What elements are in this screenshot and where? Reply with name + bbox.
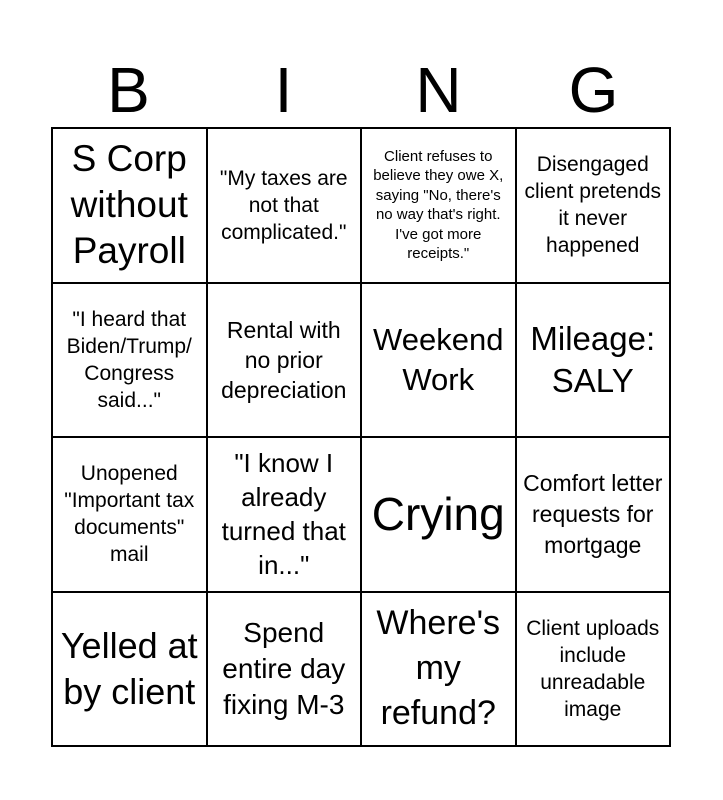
bingo-cell[interactable] — [208, 129, 363, 284]
bingo-cell[interactable] — [517, 593, 672, 748]
bingo-cell-text: Crying — [371, 488, 505, 541]
bingo-cell-text: "My taxes are not that complicated." — [219, 166, 348, 244]
bingo-cell-text: Yelled at by client — [60, 624, 198, 712]
bingo-cell-text: Where's my refund? — [376, 604, 501, 733]
bingo-cell[interactable] — [53, 438, 208, 593]
bingo-cell-text: Disengaged client pretends it never happened — [524, 153, 662, 258]
bingo-cell[interactable] — [362, 593, 517, 748]
bingo-cell[interactable] — [53, 129, 208, 284]
header-letter-i: I — [274, 54, 293, 126]
bingo-cell[interactable] — [517, 438, 672, 593]
bingo-cell-text: S Corp without Payroll — [70, 138, 188, 272]
bingo-cell[interactable] — [208, 593, 363, 748]
bingo-cell[interactable] — [362, 438, 517, 593]
bingo-cell-text: Client uploads include unreadable image — [526, 616, 660, 721]
bingo-cell[interactable] — [53, 593, 208, 748]
header-letter-g: G — [568, 54, 619, 126]
bingo-grid — [51, 127, 671, 747]
bingo-cell[interactable] — [208, 284, 363, 439]
bingo-cell-text: Rental with no prior depreciation — [221, 316, 347, 403]
bingo-cell-text: "I know I already turned that in..." — [221, 448, 346, 581]
bingo-header — [51, 52, 671, 128]
header-letter-n: N — [415, 54, 462, 126]
bingo-cell-text: Spend entire day fixing M-3 — [222, 616, 346, 720]
bingo-cell-text: "I heard that Biden/Trump/ Congress said..." — [66, 307, 192, 412]
bingo-cell-text: Comfort letter requests for mortgage — [523, 469, 663, 558]
bingo-cell[interactable] — [53, 284, 208, 439]
bingo-cell-text: Client refuses to believe they owe X, saying "No, there's no way that's right. I've got more receipts." — [373, 147, 504, 263]
bingo-cell[interactable] — [362, 284, 517, 439]
bingo-cell-text: Unopened "Important tax documents" mail — [64, 462, 195, 567]
bingo-cell-text: Weekend Work — [373, 321, 504, 397]
bingo-cell-text: Mileage: SALY — [530, 319, 656, 399]
header-letter-b: B — [107, 54, 150, 126]
bingo-cell[interactable] — [208, 438, 363, 593]
bingo-cell[interactable] — [362, 129, 517, 284]
bingo-cell[interactable] — [517, 284, 672, 439]
bingo-cell[interactable] — [517, 129, 672, 284]
